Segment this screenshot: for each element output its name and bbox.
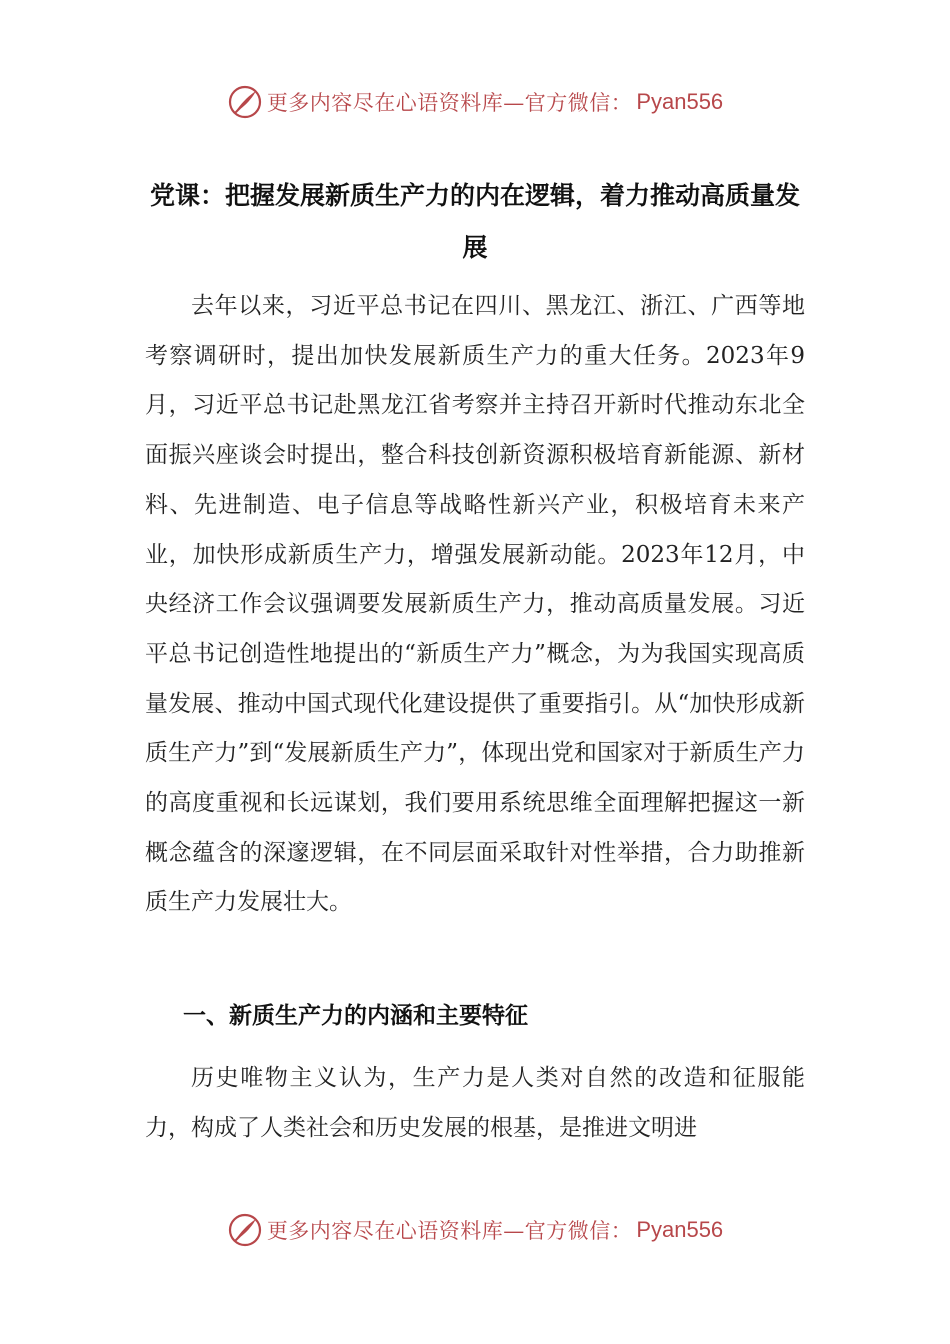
watermark-banner-top xyxy=(0,80,950,124)
watermark-wechat-id: Pyan556 xyxy=(636,1217,724,1242)
document-title: 党课：把握发展新质生产力的内在逻辑，着力推动高质量发展 xyxy=(149,181,800,262)
watermark-text: 更多内容尽在心语资料库—官方微信： xyxy=(266,1219,633,1243)
watermark-wechat-id: Pyan556 xyxy=(636,89,724,114)
section-heading: 一、新质生产力的内涵和主要特征 xyxy=(183,1003,528,1029)
quill-logo-icon xyxy=(227,84,263,120)
watermark-banner-bottom xyxy=(0,1208,950,1252)
paragraph-intro: 去年以来，习近平总书记在四川、黑龙江、浙江、广西等地考察调研时，提出加快发展新质生产力的重大任务。2023年9月，习近平总书记赴黑龙江省考察并主持召开新时代推动东北全面振兴座谈会时提出，整合科技创新资源积极培育新能源、新材料、先进制造、电子信息等战略性新兴产业，积极培育未来产业，加快形成新质生产力，增强发展新动能。2023年12月，中央经济工作会议强调要发展新质生产力，推动高质量发展。习近平总书记创造性地提出的“新质生产力”概念，为为我国实现高质量发展、推动中国式现代化建设提供了重要指引。从“加快形成新质生产力”到“发展新质生产力”，体现出党和国家对于新质生产力的高度重视和长远谋划，我们要用系统思维全面理解把握这一新概念蕴含的深邃逻辑，在不同层面采取针对性举措，合力助推新质生产力发展壮大。 xyxy=(145,293,805,916)
quill-logo-icon xyxy=(227,1212,263,1248)
paragraph-section-one: 历史唯物主义认为，生产力是人类对自然的改造和征服能力，构成了人类社会和历史发展的根基，是推进文明进 xyxy=(145,1065,805,1141)
watermark-text: 更多内容尽在心语资料库—官方微信： xyxy=(266,91,633,115)
